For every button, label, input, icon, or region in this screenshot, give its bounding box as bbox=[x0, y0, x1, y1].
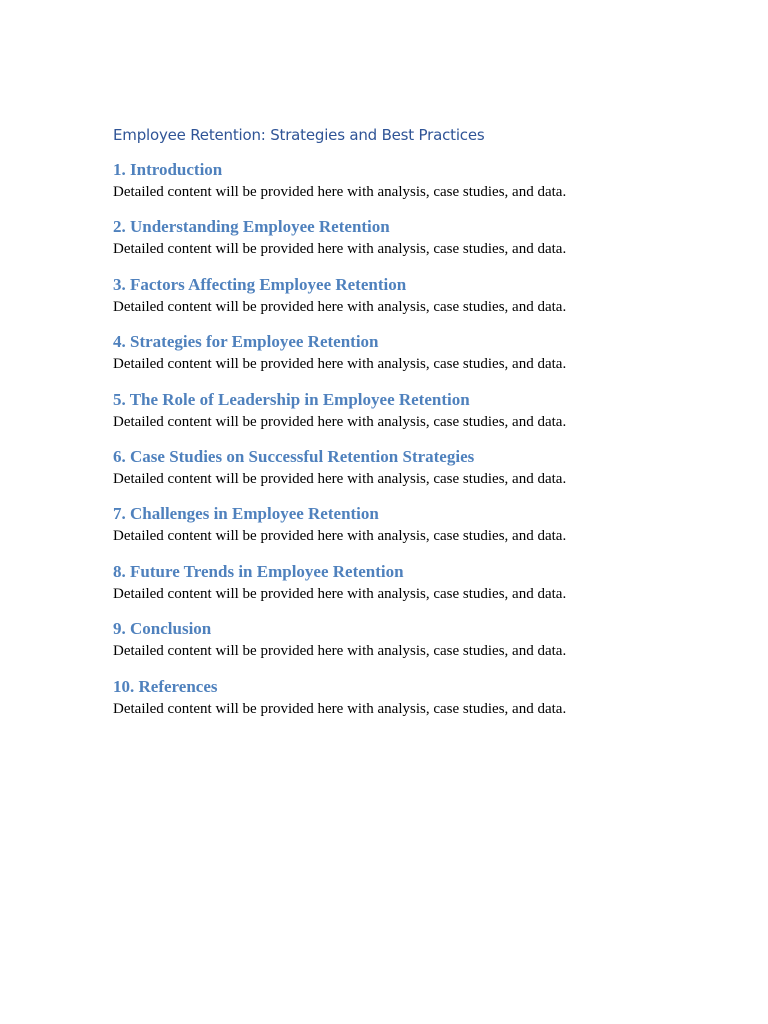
section-body: Detailed content will be provided here with analysis, case studies, and data. bbox=[113, 356, 567, 373]
section-body: Detailed content will be provided here with analysis, case studies, and data. bbox=[113, 298, 567, 315]
section-case-studies bbox=[113, 446, 713, 490]
section-body: Detailed content will be provided here with analysis, case studies, and data. bbox=[113, 585, 567, 602]
document-page bbox=[113, 124, 713, 733]
section-body: Detailed content will be provided here with analysis, case studies, and data. bbox=[113, 643, 567, 660]
section-heading: 2. Understanding Employee Retention bbox=[113, 217, 390, 237]
section-heading: 9. Conclusion bbox=[113, 619, 212, 639]
section-heading: 5. The Role of Leadership in Employee Retention bbox=[113, 389, 470, 409]
document-title: Employee Retention: Strategies and Best Practices bbox=[113, 126, 485, 144]
section-challenges bbox=[113, 503, 713, 547]
section-strategies bbox=[113, 331, 713, 375]
section-heading: 8. Future Trends in Employee Retention bbox=[113, 561, 404, 581]
section-conclusion bbox=[113, 618, 713, 662]
section-heading: 3. Factors Affecting Employee Retention bbox=[113, 274, 407, 294]
section-body: Detailed content will be provided here with analysis, case studies, and data. bbox=[113, 413, 567, 430]
section-heading: 6. Case Studies on Successful Retention Strategies bbox=[113, 446, 475, 466]
section-body: Detailed content will be provided here with analysis, case studies, and data. bbox=[113, 470, 567, 487]
section-body: Detailed content will be provided here with analysis, case studies, and data. bbox=[113, 700, 567, 717]
section-body: Detailed content will be provided here with analysis, case studies, and data. bbox=[113, 528, 567, 545]
section-body: Detailed content will be provided here with analysis, case studies, and data. bbox=[113, 241, 567, 258]
section-references bbox=[113, 676, 713, 720]
section-introduction bbox=[113, 159, 713, 203]
section-understanding-retention bbox=[113, 216, 713, 260]
section-leadership bbox=[113, 389, 713, 433]
section-heading: 7. Challenges in Employee Retention bbox=[113, 504, 379, 524]
section-future-trends bbox=[113, 561, 713, 605]
section-heading: 1. Introduction bbox=[113, 160, 223, 179]
section-body: Detailed content will be provided here with analysis, case studies, and data. bbox=[113, 184, 567, 200]
section-factors bbox=[113, 274, 713, 318]
section-heading: 10. References bbox=[113, 676, 218, 696]
section-heading: 4. Strategies for Employee Retention bbox=[113, 332, 379, 352]
